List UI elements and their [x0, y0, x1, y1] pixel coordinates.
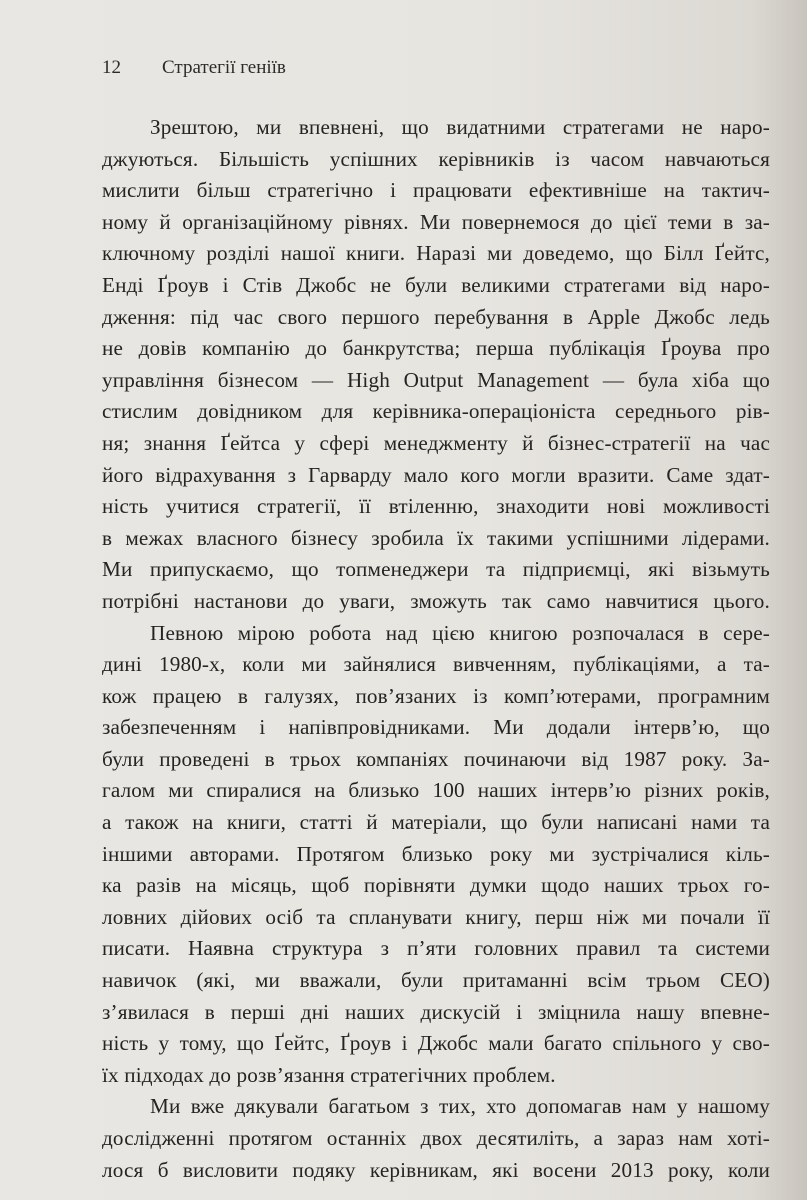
text-line: дині 1980-х, коли ми зайнялися вивченням, публікаціями, а та-	[102, 652, 770, 677]
text-line: ключному розділі нашої книги. Наразі ми доведемо, що Білл Ґейтс,	[102, 241, 770, 266]
text-line: писати. Наявна структура з п’яти головних правил та системи	[102, 936, 770, 961]
text-line: в межах власного бізнесу зробила їх такими успішними лідерами.	[102, 525, 770, 550]
text-line: не довів компанію до банкрутства; перша публікація Ґроува про	[102, 336, 770, 361]
text-line: кож працею в галузях, пов’язаних із комп’ютерами, програмним	[102, 683, 770, 708]
text-line: іншими авторами. Протягом близько року ми зустрічалися кіль-	[102, 841, 770, 866]
text-line: лося б висловити подяку керівникам, які восени 2013 року, коли	[102, 1157, 770, 1182]
text-line: а також на книги, статті й матеріали, що були написані нами та	[102, 810, 770, 835]
text-line: з’явилася в перші дні наших дискусій і зміцнила нашу впевне-	[102, 999, 770, 1024]
text-line: Ми припускаємо, що топменеджери та підприємці, які візьмуть	[102, 557, 770, 582]
text-line: ня; знання Ґейтса у сфері менеджменту й бізнес-стратегії на час	[102, 430, 770, 455]
text-line: Енді Ґроув і Стів Джобс не були великими стратегами від наро-	[102, 272, 770, 297]
text-line: ність учитися стратегії, її втіленню, знаходити нові можливості	[102, 494, 770, 519]
text-line: навичок (які, ми вважали, були притаманні всім трьом CEO)	[102, 968, 770, 993]
text-line: потрібні настанови до уваги, зможуть так само навчитися цього.	[102, 588, 770, 613]
body-text	[102, 112, 770, 1186]
text-line: ному й організаційному рівнях. Ми повернемося до цієї теми в за-	[102, 209, 770, 234]
paragraph-3	[102, 1091, 770, 1186]
text-line: Ми вже дякували багатьом з тих, хто допомагав нам у нашому	[150, 1094, 770, 1119]
text-line: Певною мірою робота над цією книгою розпочалася в сере-	[150, 620, 770, 645]
text-line: галом ми спиралися на близько 100 наших інтерв’ю різних років,	[102, 778, 770, 803]
text-line: ка разів на місяць, щоб порівняти думки щодо наших трьох го-	[102, 873, 770, 898]
text-line: стислим довідником для керівника-операціоніста середнього рів-	[102, 399, 770, 424]
text-line: Зрештою, ми впевнені, що видатними стратегами не наро-	[150, 115, 770, 139]
running-head	[102, 57, 286, 79]
text-line: мислити більш стратегічно і працювати ефективніше на тактич-	[102, 178, 770, 203]
text-line: ловних дійових осіб та спланувати книгу, перш ніж ми почали її	[102, 904, 770, 929]
text-line: їх підходах до розв’язання стратегічних проблем.	[102, 1062, 556, 1087]
text-line: ність у тому, що Ґейтс, Ґроув і Джобс мали багато спільного у сво-	[102, 1031, 770, 1056]
text-line: забезпеченням і напівпровідниками. Ми додали інтерв’ю, що	[102, 715, 770, 740]
text-line: його відрахування з Гарварду мало кого могли вразити. Саме здат-	[102, 462, 770, 487]
paragraph-1	[102, 112, 770, 618]
text-line: дослідженні протягом останніх двох десятиліть, а зараз нам хоті-	[102, 1126, 770, 1150]
text-line: джуються. Більшість успішних керівників із часом навчаються	[102, 146, 770, 171]
paragraph-2	[102, 618, 770, 1092]
chapter-title: Стратегії геніїв	[162, 57, 286, 78]
text-line: управління бізнесом — High Output Management — була хіба що	[102, 367, 770, 392]
page-number: 12	[102, 57, 121, 78]
text-line: дження: під час свого першого перебування в Apple Джобс ледь	[102, 304, 770, 329]
text-line: були проведені в трьох компаніях починаючи від 1987 року. За-	[102, 746, 770, 771]
